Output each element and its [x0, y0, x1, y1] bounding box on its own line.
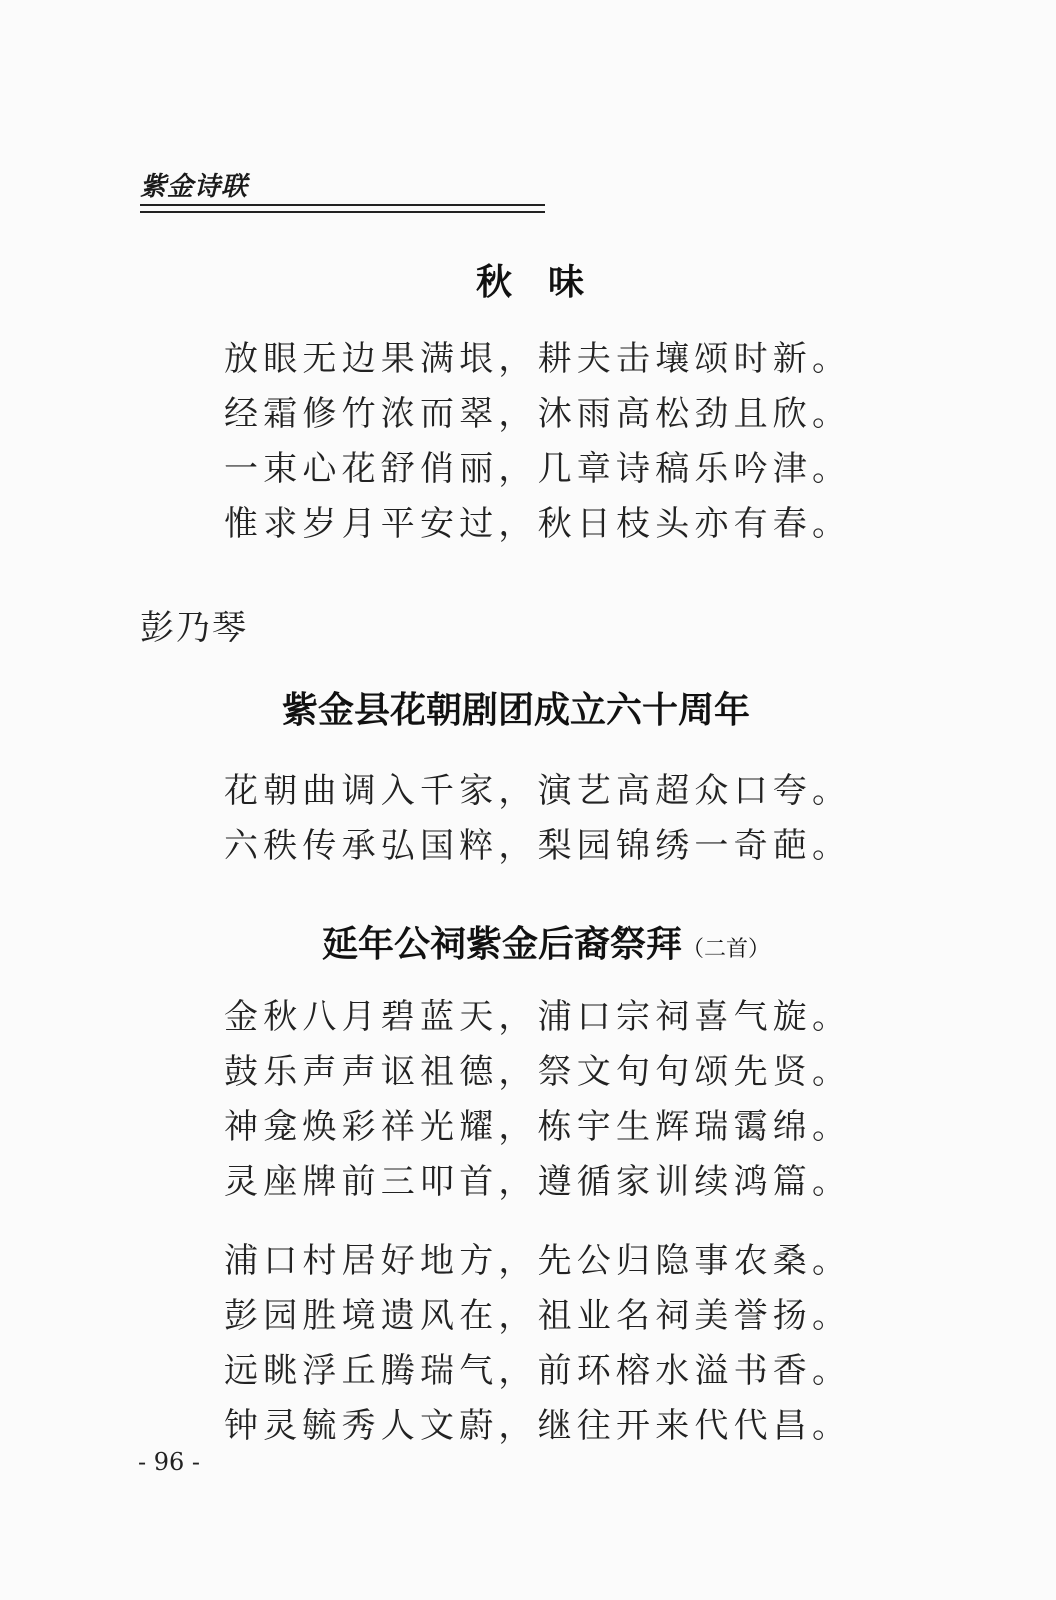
verse-line: 金秋八月碧蓝天，浦口宗祠喜气旋。	[224, 997, 852, 1037]
poem2-verse	[224, 764, 851, 874]
poem3-stanza2	[224, 1234, 851, 1454]
verse-line: 灵座牌前三叩首，遵循家训续鸿篇。	[224, 1162, 852, 1202]
verse-line: 鼓乐声声讴祖德，祭文句句颂先贤。	[224, 1052, 852, 1092]
running-header	[140, 172, 545, 213]
poem3-title-block	[322, 922, 770, 972]
verse-line: 经霜修竹浓而翠，沐雨高松劲且欣。	[224, 394, 852, 434]
poem3-title: 延年公祠紫金后裔祭拜	[322, 923, 683, 965]
verse-line: 一束心花舒俏丽，几章诗稿乐吟津。	[224, 449, 852, 489]
poem2-title: 紫金县花朝剧团成立六十周年	[282, 689, 751, 731]
verse-line: 钟灵毓秀人文蔚，继往开来代代昌。	[224, 1406, 852, 1446]
verse-line: 惟求岁月平安过，秋日枝头亦有春。	[224, 504, 852, 544]
poem1-title: 秋 味	[476, 261, 585, 303]
verse-line: 彭园胜境遗风在，祖业名祠美誉扬。	[224, 1296, 852, 1336]
verse-line: 浦口村居好地方，先公归隐事农桑。	[224, 1241, 852, 1281]
header-title: 紫金诗联	[140, 172, 249, 202]
verse-line: 神龛焕彩祥光耀，栋宇生辉瑞霭绵。	[224, 1107, 852, 1147]
page-number: - 96 -	[138, 1448, 201, 1476]
poem3-stanza1	[224, 990, 851, 1210]
verse-line: 远眺浮丘腾瑞气，前环榕水溢书香。	[224, 1351, 852, 1391]
verse-line: 六秩传承弘国粹，梨园锦绣一奇葩。	[224, 826, 852, 866]
verse-line: 放眼无边果满垠，耕夫击壤颂时新。	[224, 339, 852, 379]
poem1-verse	[224, 332, 851, 552]
poem3-note: （二首）	[682, 937, 771, 962]
author-name: 彭乃琴	[140, 608, 248, 648]
header-rule	[140, 204, 545, 213]
verse-line: 花朝曲调入千家，演艺高超众口夸。	[224, 771, 852, 811]
